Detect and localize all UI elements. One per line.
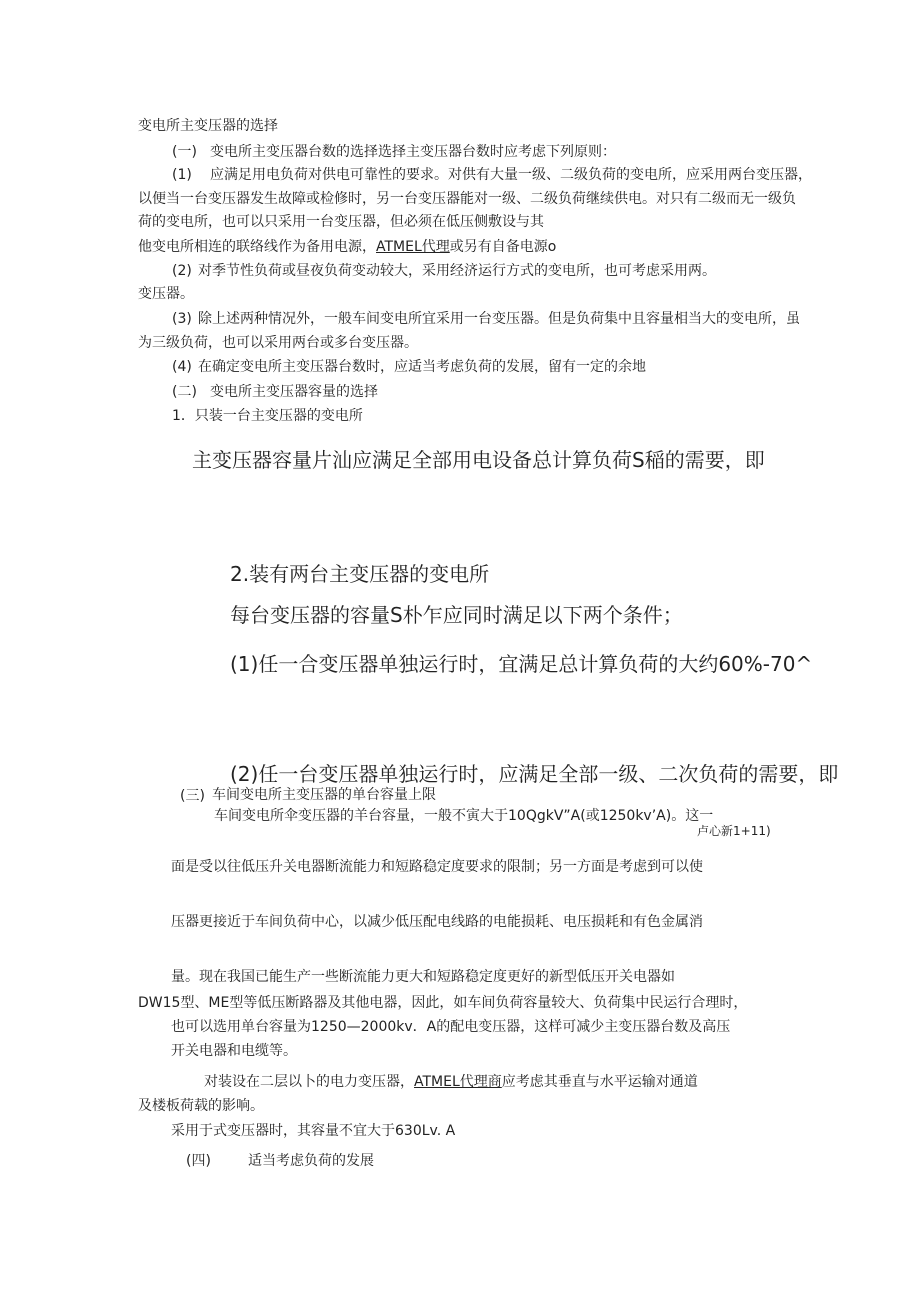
section-heading: 适当考虑负荷的发展 (248, 1153, 374, 1169)
paragraph-text: 他变电所相连的联络线作为备用电源， (138, 239, 376, 255)
atmel-link[interactable]: ATMEL代理商 (414, 1074, 502, 1090)
paragraph-line: 除上述两种情况外，一般车间变电所宜采用一台变压器。但是负荷集中且容量相当大的变电所，虽 (198, 311, 800, 327)
section-label: (一) (172, 144, 197, 160)
subsection-heading: 1．只装一台主变压器的变电所 (172, 408, 363, 424)
paragraph-line: 压器更接近于车间负荷中心，以减少低压配电线路的电能损耗、电压损耗和有色金属消 (171, 914, 703, 930)
paragraph-line: 为三级负荷，也可以采用两台或多台变压器。 (138, 335, 418, 351)
section-label: (三) (180, 788, 205, 804)
margin-note: 卢心新1+11) (697, 824, 771, 838)
paragraph-line (204, 1072, 698, 1092)
item-label: (2) (172, 263, 192, 279)
atmel-link[interactable]: ATMEL代理 (376, 239, 450, 255)
paragraph-line: 荷的变电所，也可以只采用一台变压器，但必须在低压侧敷设与其 (138, 214, 544, 230)
large-text-line: (2)任一台变压器单独运行时，应满足全部一级、二次负荷的需要，即 (230, 762, 839, 786)
paragraph-line: 及楼板荷载的影响。 (138, 1098, 264, 1114)
large-text-line: 主变压器容量片汕应满足全部用电设备总计算负荷S稲的需要，即 (192, 448, 765, 472)
large-text-line: 每台变压器的容量S朴乍应同时满足以下两个条件； (230, 603, 683, 627)
paragraph-line: 变压器。 (138, 286, 194, 302)
large-text-line: 2.装有两台主变压器的变电所 (230, 562, 490, 586)
paragraph-line: 应满足用电负荷对供电可靠性的要求。对供有大量一级、二级负荷的变电所，应采用两台变压器， (210, 167, 812, 183)
item-label: (4) (172, 359, 192, 375)
paragraph-text: 或另有自备电源o (449, 239, 557, 255)
document-title: 变电所主变压器的选择 (138, 118, 278, 134)
paragraph-line: 在确定变电所主变压器台数时，应适当考虑负荷的发展，留有一定的余地 (198, 359, 646, 375)
section-heading: 车间变电所主变压器的单台容量上限 (212, 787, 436, 803)
section-label: (二) (172, 384, 197, 400)
item-label: (1) (172, 167, 192, 183)
section-label: (四) (186, 1153, 211, 1169)
paragraph-line: 开关电器和电缆等。 (171, 1043, 297, 1059)
paragraph-line (138, 237, 556, 257)
section-heading: 变电所主变压器容量的选择 (210, 384, 378, 400)
paragraph-line: 也可以选用单台容量为1250—2000kv．A的配电变压器，这样可减少主变压器台数及高压 (171, 1019, 731, 1035)
paragraph-line: 面是受以往低压升关电器断流能力和短路稳定度要求的限制；另一方面是考虑到可以使 (171, 859, 703, 875)
paragraph-line: 采用于式变压器时，其容量不宜大于630Lv. A (171, 1123, 456, 1139)
paragraph-line: 对季节性负荷或昼夜负荷变动较大，采用经济运行方式的变电所，也可考虑采用两。 (198, 263, 716, 279)
paragraph-line: 车间变电所伞变压器的羊台容量，一般不寅大于10QgkV”A(或1250kv’A)。这一 (214, 808, 714, 824)
paragraph-line: 以便当一台变压器发生故障或检修时，另一台变压器能对一级、二级负荷继续供电。对只有二级而无一级负 (138, 191, 796, 207)
section-heading: 变电所主变压器台数的选择选择主变压器台数时应考虑下列原则： (210, 144, 616, 160)
paragraph-text: 对装设在二层以卜的电力变压器， (204, 1074, 414, 1090)
large-text-line: (1)任一合变压器单独运行时，宜满足总计算负荷的大约60%-70^ (230, 652, 813, 676)
item-label: (3) (172, 311, 192, 327)
paragraph-text: 应考虑其垂直与水平运输对通道 (501, 1074, 698, 1090)
paragraph-line: DW15型、ME型等低压断路器及其他电器，因此，如车间负荷容量较大、负荷集中民运行合理时， (138, 995, 748, 1011)
paragraph-line: 量。现在我国已能生产一些断流能力更大和短路稳定度更好的新型低压开关电器如 (171, 969, 675, 985)
